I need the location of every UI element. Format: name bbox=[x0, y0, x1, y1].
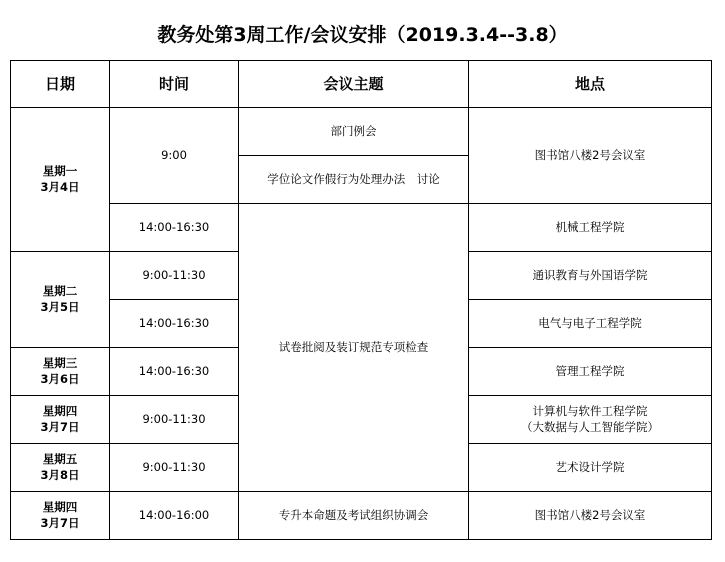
day-cell-monday bbox=[11, 108, 110, 252]
table-row bbox=[11, 108, 712, 156]
location-label: 图书馆八楼2号会议室 bbox=[534, 507, 646, 522]
header-location: 地点 bbox=[469, 61, 712, 108]
location-cell bbox=[469, 252, 712, 300]
header-topic: 会议主题 bbox=[239, 61, 469, 108]
location-label: 通识教育与外国语学院 bbox=[532, 267, 648, 282]
time-cell: 9:00-11:30 bbox=[110, 444, 239, 492]
weekday-label: 星期一 bbox=[42, 163, 78, 178]
location-cell bbox=[469, 300, 712, 348]
day-cell-tuesday bbox=[11, 252, 110, 348]
date-label: 3月7日 bbox=[40, 419, 80, 434]
time-cell: 14:00-16:00 bbox=[110, 492, 239, 540]
location-cell bbox=[469, 108, 712, 204]
weekday-label: 星期三 bbox=[42, 355, 78, 370]
time-cell: 14:00-16:30 bbox=[110, 204, 239, 252]
location-cell bbox=[469, 348, 712, 396]
location-sublabel: （大数据与人工智能学院） bbox=[521, 419, 659, 434]
location-cell bbox=[469, 492, 712, 540]
weekday-label: 星期四 bbox=[42, 403, 78, 418]
header-date: 日期 bbox=[11, 61, 110, 108]
location-label: 电气与电子工程学院 bbox=[538, 315, 642, 330]
location-label: 计算机与软件工程学院 bbox=[532, 403, 648, 418]
time-cell: 14:00-16:30 bbox=[110, 348, 239, 396]
time-cell: 9:00-11:30 bbox=[110, 396, 239, 444]
weekday-label: 星期二 bbox=[42, 283, 78, 298]
weekday-label: 星期四 bbox=[42, 499, 78, 514]
date-label: 3月6日 bbox=[40, 371, 80, 386]
schedule-table bbox=[10, 60, 712, 540]
location-label: 管理工程学院 bbox=[555, 363, 625, 378]
day-cell-thursday bbox=[11, 396, 110, 444]
day-cell-friday bbox=[11, 444, 110, 492]
time-cell: 9:00-11:30 bbox=[110, 252, 239, 300]
date-label: 3月8日 bbox=[40, 467, 80, 482]
date-label: 3月7日 bbox=[40, 515, 80, 530]
location-cell bbox=[469, 444, 712, 492]
topic-cell: 学位论文作假行为处理办法 讨论 bbox=[239, 156, 469, 204]
day-cell-thursday-2 bbox=[11, 492, 110, 540]
page-title: 教务处第3周工作/会议安排（2019.3.4--3.8） bbox=[157, 24, 568, 46]
location-cell bbox=[469, 204, 712, 252]
table-row bbox=[11, 492, 712, 540]
time-cell: 14:00-16:30 bbox=[110, 300, 239, 348]
day-cell-wednesday bbox=[11, 348, 110, 396]
topic-cell: 部门例会 bbox=[239, 108, 469, 156]
table-header-row bbox=[11, 61, 712, 108]
topic-cell: 试卷批阅及装订规范专项检查 bbox=[239, 204, 469, 492]
location-label: 艺术设计学院 bbox=[555, 459, 625, 474]
table-row bbox=[11, 204, 712, 252]
topic-cell: 专升本命题及考试组织协调会 bbox=[239, 492, 469, 540]
date-label: 3月4日 bbox=[40, 179, 80, 194]
time-cell: 9:00 bbox=[110, 108, 239, 204]
weekday-label: 星期五 bbox=[42, 451, 78, 466]
location-label: 机械工程学院 bbox=[555, 219, 625, 234]
location-label: 图书馆八楼2号会议室 bbox=[534, 147, 646, 162]
date-label: 3月5日 bbox=[40, 299, 80, 314]
header-time: 时间 bbox=[110, 61, 239, 108]
location-cell bbox=[469, 396, 712, 444]
